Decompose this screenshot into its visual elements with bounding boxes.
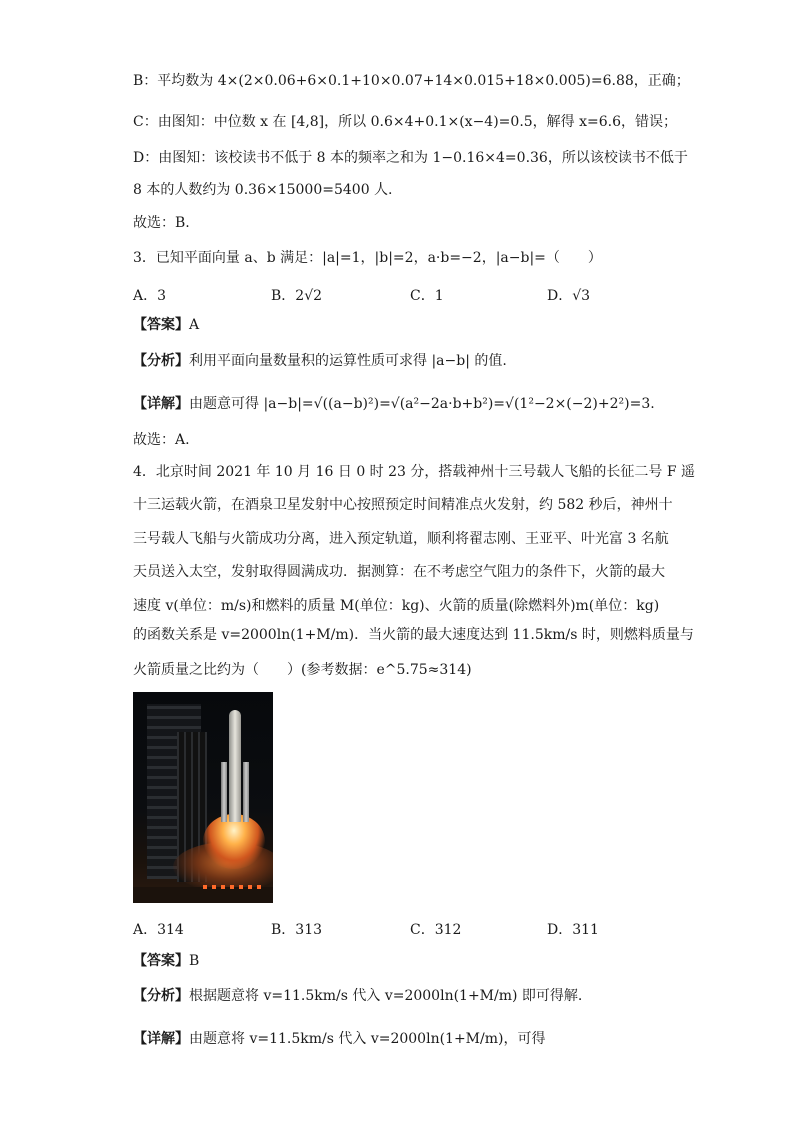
q4-answer — [133, 951, 673, 971]
q3-detail — [133, 394, 673, 414]
detail-text: 由题意可得 |a−b|=√((a−b)²)=√(a²−2a·b+b²)=√(1²−2×(−2)+2²)=3. — [189, 396, 655, 412]
q4-stem-6: 的函数关系是 v=2000ln(1+M/m)．当火箭的最大速度达到 11.5km/s 时，则燃料质量与 — [133, 627, 694, 643]
q3-choice-b: B．2√2 — [271, 288, 323, 304]
q4-choice-c: C．312 — [410, 922, 462, 938]
detail-tag: 【详解】 — [133, 396, 189, 412]
q3-stem: 3．已知平面向量 a、b 满足：|a|=1，|b|=2，a·b=−2，|a−b|=（ ） — [133, 250, 602, 266]
q4-stem-4: 天员送入太空，发射取得圆满成功．据测算：在不考虑空气阻力的条件下，火箭的最大 — [133, 564, 665, 580]
q4-choice-a: A．314 — [133, 922, 184, 938]
q4-stem-2: 十三运载火箭，在酒泉卫星发射中心按照预定时间精准点火发射，约 582 秒后，神州十 — [133, 497, 673, 513]
rocket-booster-right — [243, 762, 249, 822]
line-choose-b: 故选：B. — [133, 215, 190, 231]
q4-analysis — [133, 986, 673, 1006]
line-option-c: C：由图知：中位数 x 在 [4,8]，所以 0.6×4+0.1×(x−4)=0.5，解得 x=6.6，错误； — [133, 114, 678, 130]
q4-stem-7: 火箭质量之比约为（ ）(参考数据：e^5.75≈314) — [133, 662, 472, 678]
answer-value: B — [189, 953, 200, 969]
q4-stem-5: 速度 v(单位：m/s)和燃料的质量 M(单位：kg)、火箭的质量(除燃料外)m(单位：kg) — [133, 598, 660, 614]
analysis-tag: 【分析】 — [133, 353, 189, 369]
analysis-text: 根据题意将 v=11.5km/s 代入 v=2000ln(1+M/m) 即可得解. — [189, 988, 583, 1004]
q3-choice-a: A．3 — [133, 288, 167, 304]
q4-detail — [133, 1029, 673, 1049]
line-option-d-1: D：由图知：该校读书不低于 8 本的频率之和为 1−0.16×4=0.36，所以该校读书不低于 — [133, 150, 688, 166]
answer-value: A — [189, 317, 200, 333]
analysis-text: 利用平面向量数量积的运算性质可求得 |a−b| 的值. — [189, 353, 507, 369]
q3-choice-c: C．1 — [410, 288, 444, 304]
answer-tag: 【答案】 — [133, 317, 189, 333]
launch-pad-ground — [133, 887, 273, 903]
exhaust-flame — [203, 814, 265, 869]
q3-answer — [133, 315, 673, 335]
q3-choose: 故选：A. — [133, 432, 190, 448]
analysis-tag: 【分析】 — [133, 988, 189, 1004]
q3-choice-d: D．√3 — [547, 288, 591, 304]
q4-stem-3: 三号载人飞船与火箭成功分离，进入预定轨道，顺利将翟志刚、王亚平、叶光富 3 名航 — [133, 531, 669, 547]
answer-tag: 【答案】 — [133, 953, 189, 969]
rocket-launch-photo — [133, 692, 273, 903]
q4-choice-b: B．313 — [271, 922, 323, 938]
q4-stem-1: 4．北京时间 2021 年 10 月 16 日 0 时 23 分，搭载神州十三号载人飞船的长征二号 F 遥 — [133, 464, 696, 480]
line-option-b: B：平均数为 4×(2×0.06+6×0.1+10×0.07+14×0.015+18×0.005)=6.88，正确； — [133, 73, 690, 89]
rocket-booster-left — [221, 762, 227, 822]
line-option-d-2: 8 本的人数约为 0.36×15000=5400 人. — [133, 182, 393, 198]
q4-choice-d: D．311 — [547, 922, 599, 938]
pad-lights — [203, 885, 263, 889]
detail-text: 由题意将 v=11.5km/s 代入 v=2000ln(1+M/m)，可得 — [189, 1031, 546, 1047]
q3-analysis — [133, 351, 673, 371]
rocket-body — [229, 710, 241, 822]
detail-tag: 【详解】 — [133, 1031, 189, 1047]
